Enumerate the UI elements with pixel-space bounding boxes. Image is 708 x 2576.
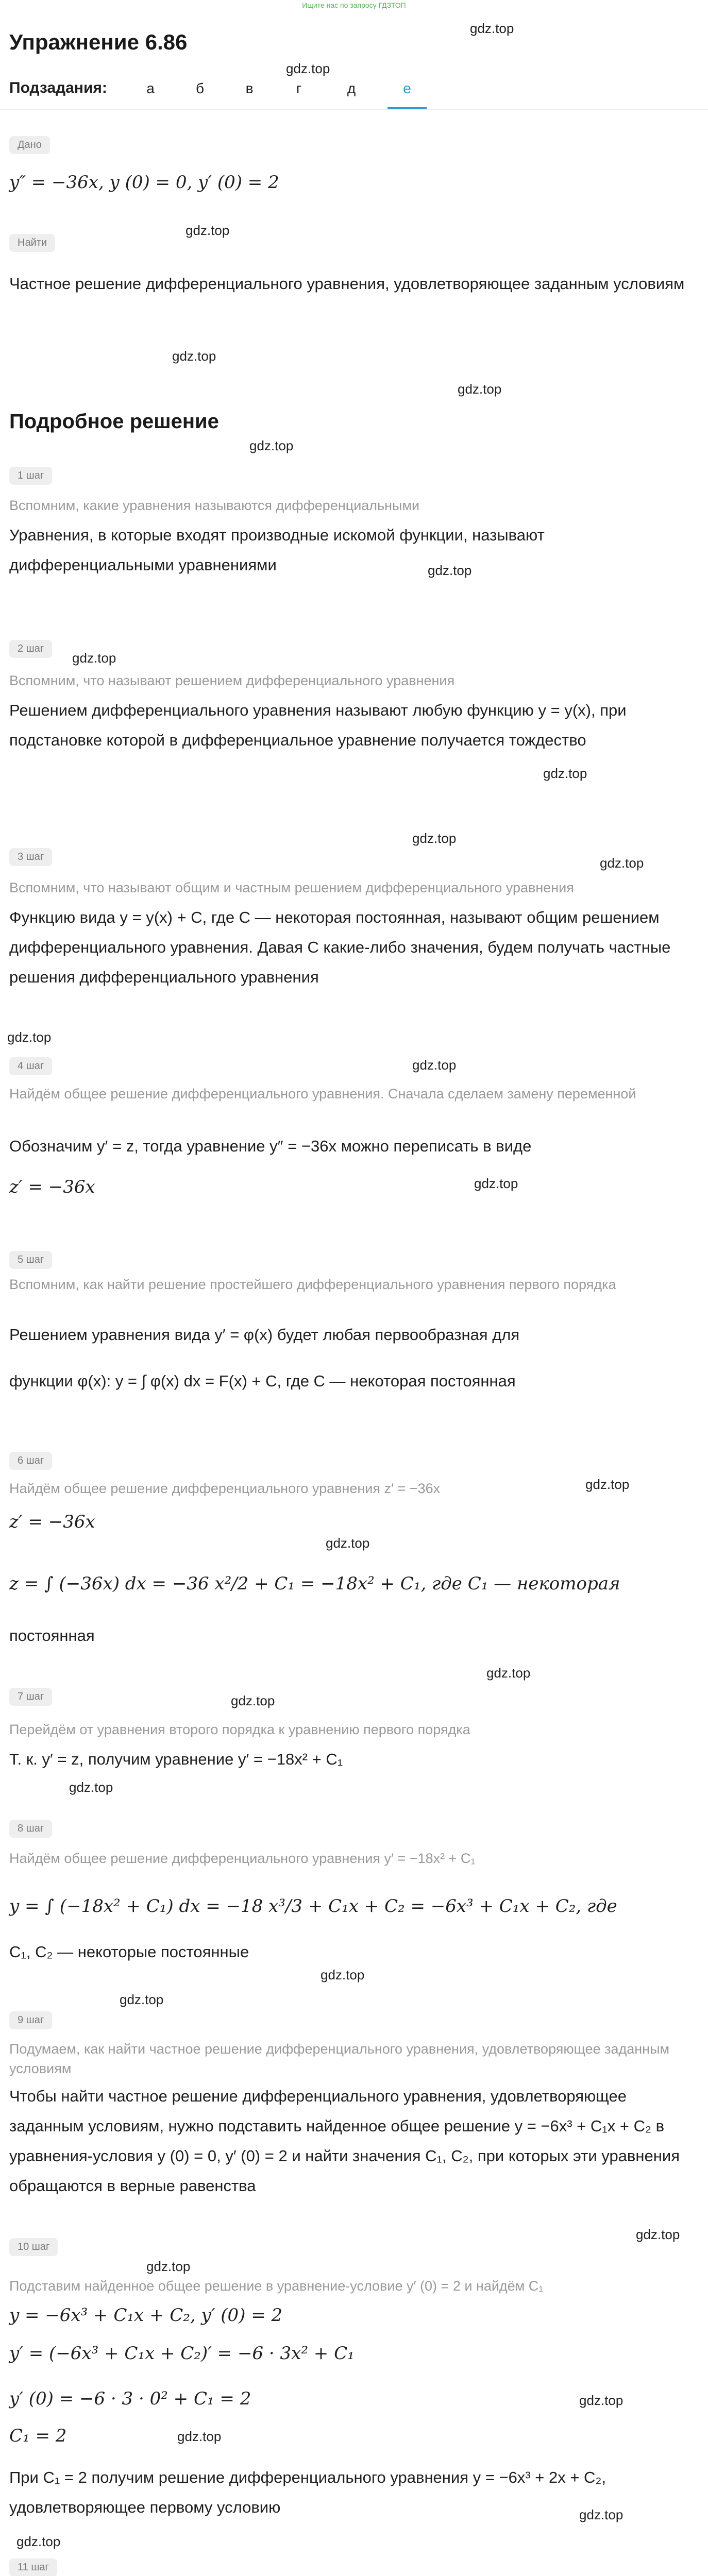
- step-hint: Вспомним, как найти решение простейшего дифференциального уравнения первого порядка: [9, 1277, 616, 1292]
- watermark: gdz.top: [231, 1693, 275, 1708]
- watermark: gdz.top: [486, 1665, 531, 1681]
- step-formula: y = ∫ (−18x² + C₁) dx = −18 x³/3 + C₁x + C₂ = −6x³ + C₁x + C₂, где: [9, 1896, 617, 1917]
- watermark: gdz.top: [120, 1992, 164, 2007]
- tab-g[interactable]: г: [296, 80, 302, 96]
- watermark: gdz.top: [249, 438, 294, 453]
- watermark: gdz.top: [177, 2429, 222, 2444]
- watermark: gdz.top: [636, 2227, 680, 2242]
- step-text: Т. к. y′ = z, получим уравнение y′ = −18x² + C₁: [9, 1750, 343, 1768]
- watermark: gdz.top: [412, 1057, 457, 1073]
- watermark: gdz.top: [412, 831, 457, 846]
- find-text: Частное решение дифференциального уравнения, удовлетворяющее заданным условиям: [9, 275, 685, 293]
- step-badge: 10 шаг: [9, 2238, 58, 2256]
- solution-heading: Подробное решение: [9, 410, 219, 433]
- step-badge: 1 шаг: [9, 467, 52, 485]
- step-badge: 5 шаг: [9, 1251, 52, 1269]
- watermark: gdz.top: [600, 855, 644, 871]
- step-text: постоянная: [9, 1626, 95, 1645]
- tab-e[interactable]: е: [403, 80, 411, 96]
- watermark: gdz.top: [321, 1967, 365, 1982]
- step-hint: Вспомним, какие уравнения называются дифференциальными: [9, 498, 420, 513]
- step-formula: z′ = −36x: [9, 1177, 95, 1197]
- step-hint: Найдём общее решение дифференциального уравнения. Сначала сделаем замену переменной: [9, 1086, 636, 1101]
- step-text: Функцию вида y = y(x) + C, где C — некоторая постоянная, называют общим решением дифференциального уравнения. Давая C какие-либо значения, будем получать частные решения дифференциального уравнения: [9, 908, 671, 986]
- step-hint: Вспомним, что называют решением дифференциального уравнения: [9, 673, 455, 688]
- step-formula: z = ∫ (−36x) dx = −36 x²/2 + C₁ = −18x² + C₁, где C₁ — некоторая: [9, 1573, 620, 1594]
- step-text: При C₁ = 2 получим решение дифференциального уравнения y = −6x³ + 2x + C₂, удовлетворяющее первому условию: [9, 2468, 606, 2516]
- subtasks-label: Подзадания:: [9, 79, 107, 96]
- step-formula: y = −6x³ + C₁x + C₂, y′ (0) = 2: [9, 2305, 283, 2326]
- step-formula: y′ (0) = −6 · 3 · 0² + C₁ = 2: [9, 2388, 251, 2409]
- step-formula: z′ = −36x: [9, 1512, 95, 1532]
- find-badge: Найти: [9, 234, 55, 252]
- step-badge: 3 шаг: [9, 848, 52, 866]
- step-text: C₁, C₂ — некоторые постоянные: [9, 1943, 249, 1961]
- step-badge: 4 шаг: [9, 1057, 52, 1075]
- tab-d[interactable]: д: [347, 80, 356, 96]
- step-hint: Вспомним, что называют общим и частным решением дифференциального уравнения: [9, 880, 574, 895]
- watermark: gdz.top: [186, 223, 230, 238]
- tab-a[interactable]: а: [146, 80, 155, 96]
- watermark: gdz.top: [286, 61, 330, 76]
- top-note: Ищите нас по запросу ГДЗТОП: [302, 1, 406, 9]
- step-text: Решением дифференциального уравнения называют любую функцию y = y(x), при подстановке которой в дифференциальное уравнение получается тождество: [9, 701, 627, 749]
- watermark: gdz.top: [326, 1535, 370, 1551]
- watermark: gdz.top: [585, 1477, 630, 1492]
- watermark: gdz.top: [474, 1176, 518, 1191]
- step-hint: Найдём общее решение дифференциального уравнения z′ = −36x: [9, 1481, 441, 1496]
- watermark: gdz.top: [428, 563, 472, 578]
- step-hint: Подставим найденное общее решение в уравнение-условие y′ (0) = 2 и найдём C₁: [9, 2278, 544, 2294]
- step-text: Чтобы найти частное решение дифференциального уравнения, удовлетворяющее заданным условиям, нужно подставить найденное общее решение y = −6x³ + C₁x + C₂ в уравнения-условия y (0) = 0, y′ (0) = 2 и найти значения C₁, C₂, при которых эти уравнения обращаются в верные равенства: [9, 2087, 680, 2195]
- watermark: gdz.top: [470, 21, 514, 36]
- step-text: Обозначим y′ = z, тогда уравнение y″ = −36x можно переписать в виде: [9, 1137, 532, 1155]
- watermark: gdz.top: [172, 348, 216, 364]
- step-hint: Перейдём от уравнения второго порядка к уравнению первого порядка: [9, 1722, 470, 1737]
- watermark: gdz.top: [458, 381, 502, 397]
- step-hint: Подумаем, как найти частное решение дифференциального уравнения, удовлетворяющее заданным условиям: [9, 2041, 670, 2076]
- divider: [0, 109, 708, 110]
- watermark: gdz.top: [543, 766, 587, 781]
- step-badge: 7 шаг: [9, 1688, 52, 1706]
- step-text: функции φ(x): y = ∫ φ(x) dx = F(x) + C, где C — некоторая постоянная: [9, 1372, 516, 1390]
- step-badge: 9 шаг: [9, 2011, 52, 2029]
- watermark: gdz.top: [579, 2507, 623, 2522]
- step-badge: 8 шаг: [9, 1820, 52, 1838]
- step-formula: y′ = (−6x³ + C₁x + C₂)′ = −6 · 3x² + C₁: [9, 2343, 355, 2364]
- given-formula: y″ = −36x, y (0) = 0, y′ (0) = 2: [9, 172, 279, 193]
- page-title: Упражнение 6.86: [9, 30, 188, 54]
- watermark: gdz.top: [7, 1029, 52, 1045]
- step-hint: Найдём общее решение дифференциального уравнения y′ = −18x² + C₁: [9, 1851, 476, 1866]
- tab-v[interactable]: в: [245, 80, 254, 96]
- given-badge: Дано: [9, 136, 50, 154]
- step-formula: C₁ = 2: [9, 2426, 67, 2446]
- tab-b[interactable]: б: [195, 80, 205, 96]
- step-text: Решением уравнения вида y′ = φ(x) будет любая первообразная для: [9, 1326, 520, 1344]
- step-text: Уравнения, в которые входят производные искомой функции, называют дифференциальными уравнениями: [9, 526, 545, 574]
- watermark: gdz.top: [16, 2534, 61, 2549]
- step-badge: 11 шаг: [9, 2558, 57, 2576]
- watermark: gdz.top: [72, 650, 116, 666]
- step-badge: 6 шаг: [9, 1452, 52, 1470]
- watermark: gdz.top: [69, 1780, 113, 1795]
- watermark: gdz.top: [579, 2393, 623, 2408]
- watermark: gdz.top: [146, 2259, 191, 2274]
- step-badge: 2 шаг: [9, 640, 52, 658]
